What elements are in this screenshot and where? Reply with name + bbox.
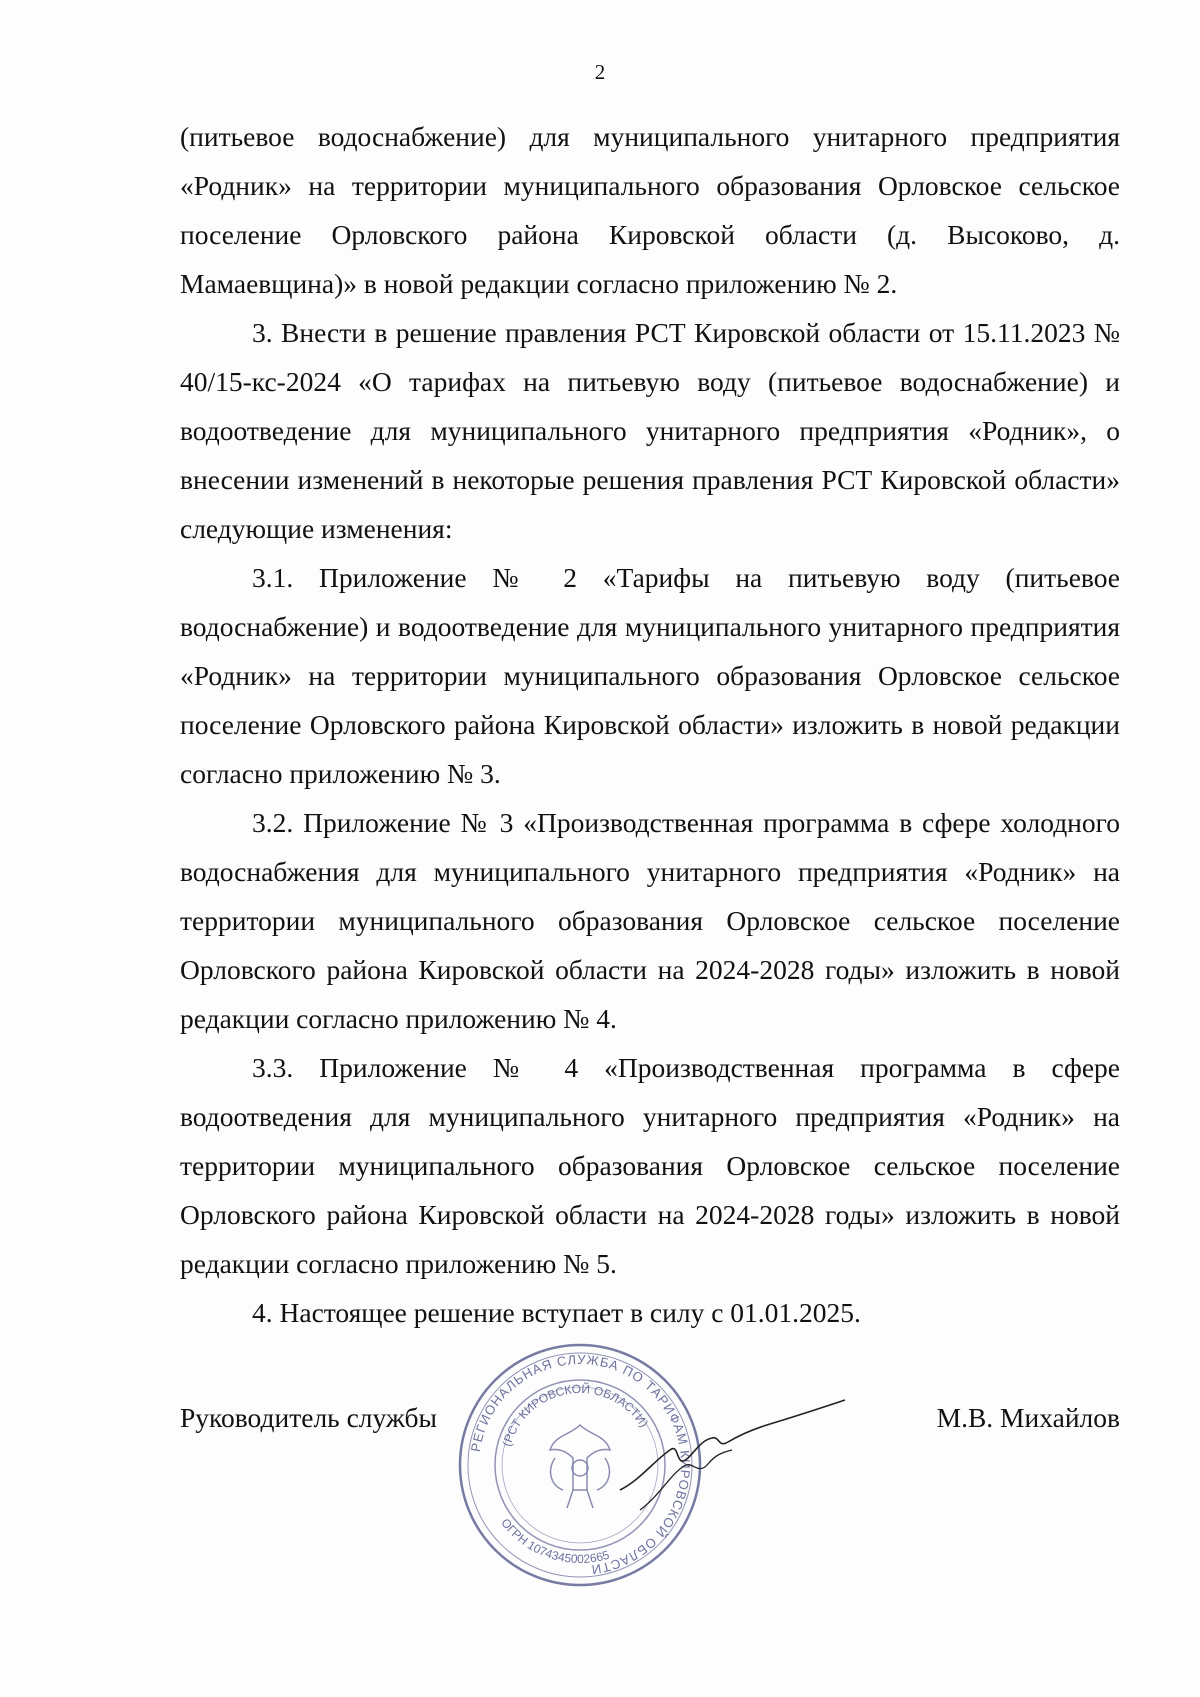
paragraph-item-3-1: 3.1. Приложение № 2 «Тарифы на питьевую воду (питьевое водоснабжение) и водоотведение для муниципального унитарного предприятия «Родник» на территории муниципального образования Орловское сельское поселение Орловского района Кировской области» изложить в новой редакции согласно приложению № 3. [180,562,1120,789]
document-body [180,112,1120,1337]
paragraph-item-4: 4. Настоящее решение вступает в силу с 01.01.2025. [252,1297,861,1328]
signature-row [180,1402,1120,1442]
paragraph-item-3-2: 3.2. Приложение № 3 «Производственная программа в сфере холодного водоснабжения для муниципального унитарного предприятия «Родник» на территории муниципального образования Орловское сельское поселение Орловского района Кировской области на 2024-2028 годы» изложить в новой редакции согласно приложению № 4. [180,807,1120,1034]
svg-text:(РСТ КИРОВСКОЙ ОБЛАСТИ): (РСТ КИРОВСКОЙ ОБЛАСТИ) [499,1381,652,1448]
svg-text:РЕГИОНАЛЬНАЯ СЛУЖБА ПО ТАРИФАМ: РЕГИОНАЛЬНАЯ СЛУЖБА ПО ТАРИФАМ КИРОВСКОЙ ОБЛАСТИ [467,1351,694,1578]
paragraph-item-3-3: 3.3. Приложение № 4 «Производственная программа в сфере водоотведения для муниципального унитарного предприятия «Родник» на территории муниципального образования Орловское сельское поселение Орловского района Кировской области на 2024-2028 годы» изложить в новой редакции согласно приложению № 5. [180,1052,1120,1279]
signatory-position: Руководитель службы [180,1402,438,1433]
svg-text:ОГРН 1074345002665: ОГРН 1074345002665 [498,1515,611,1566]
paragraph-continuation: (питьевое водоснабжение) для муниципального унитарного предприятия «Родник» на территории муниципального образования Орловское сельское поселение Орловского района Кировской области (д. Высоково, д. Мамаевщина)» в новой редакции согласно приложению № 2. [180,121,1120,299]
signatory-name: М.В. Михайлов [936,1402,1120,1433]
paragraph-item-3: 3. Внести в решение правления РСТ Кировской области от 15.11.2023 № 40/15-кс-2024 «О тарифах на питьевую воду (питьевое водоснабжение) и водоотведение для муниципального унитарного предприятия «Родник», о внесении изменений в некоторые решения правления РСТ Кировской области» следующие изменения: [180,317,1120,544]
page-number: 2 [594,60,606,84]
